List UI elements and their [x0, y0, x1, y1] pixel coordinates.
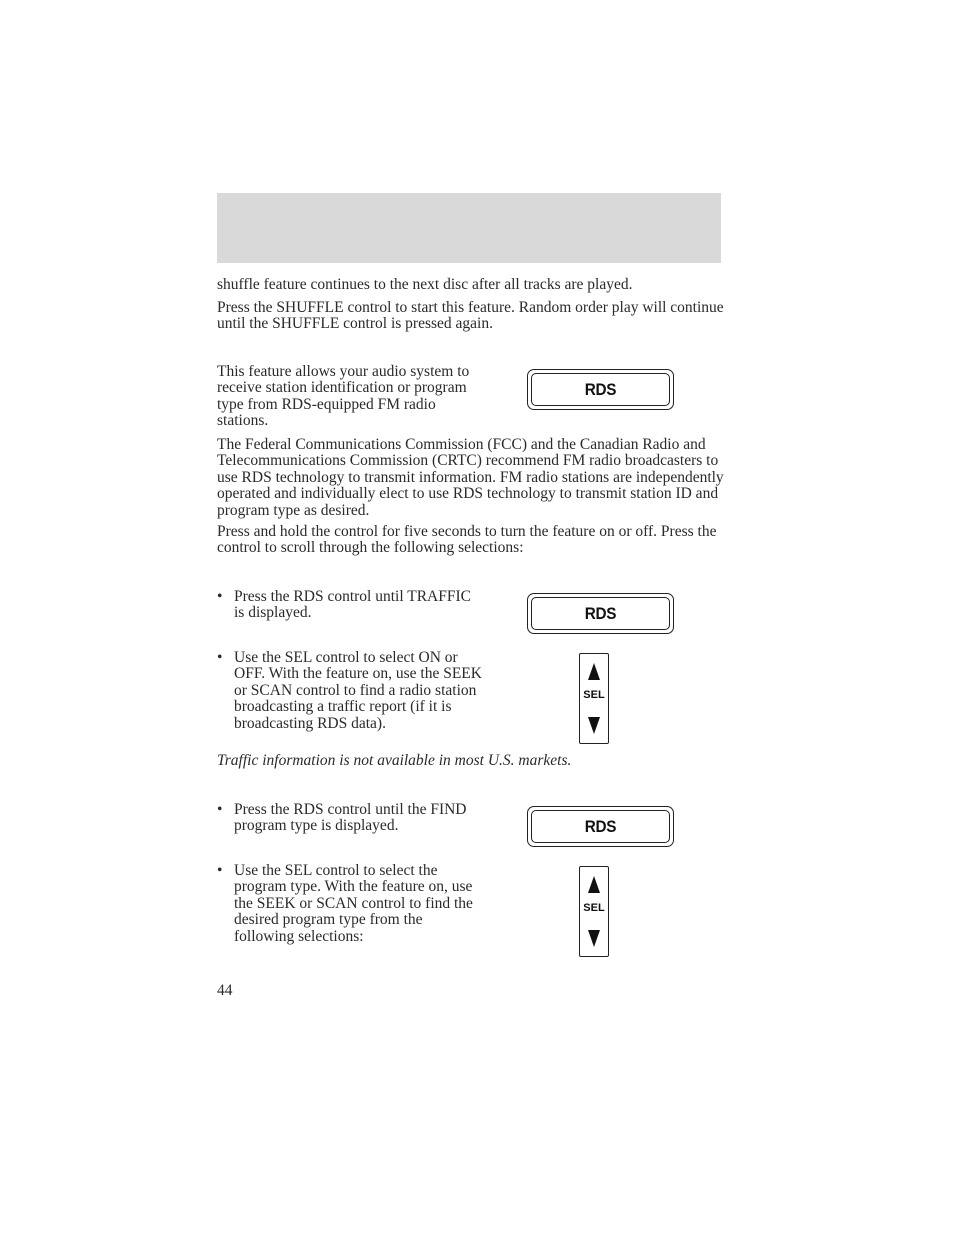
- rds-button-label: RDS: [584, 603, 617, 623]
- up-arrow-icon: [588, 663, 600, 680]
- bullet-text: Use the SEL control to select the program type. With the feature on, use the SEEK or SCAN control to find the desired program type from the following selections:: [234, 862, 473, 945]
- page-number: 44: [217, 982, 233, 999]
- bullet-dot: •: [217, 862, 223, 879]
- paragraph-press-hold: Press and hold the control for five seconds to turn the feature on or off. Press the control to scroll through the following selections:: [217, 523, 717, 557]
- bullet-dot: •: [217, 801, 223, 818]
- sel-control-illustration: [579, 653, 609, 744]
- down-arrow-icon: [588, 717, 600, 734]
- rds-button-illustration: [527, 806, 674, 847]
- sel-label: SEL: [583, 902, 605, 914]
- rds-button-label: RDS: [584, 379, 617, 399]
- paragraph-fcc-crtc: The Federal Communications Commission (FCC) and the Canadian Radio and Telecommunications Commission (CRTC) recommend FM radio broadcasters to use RDS technology to transmit information. FM radio stations are independently operated and individually elect to use RDS technology to transmit station ID and program type as desired.: [217, 436, 724, 519]
- down-arrow-icon: [588, 930, 600, 947]
- bullet-text: Press the RDS control until the FIND program type is displayed.: [234, 801, 467, 835]
- sel-label: SEL: [583, 689, 605, 701]
- paragraph-shuffle-press: Press the SHUFFLE control to start this feature. Random order play will continue until the SHUFFLE control is pressed again.: [217, 299, 724, 333]
- up-arrow-icon: [588, 876, 600, 893]
- paragraph-rds-intro: This feature allows your audio system to receive station identification or program type from RDS-equipped FM radio stations.: [217, 363, 470, 430]
- rds-button-label: RDS: [584, 816, 617, 836]
- bullet-dot: •: [217, 649, 223, 666]
- rds-button-illustration: [527, 593, 674, 634]
- bullet-text: Use the SEL control to select ON or OFF. With the feature on, use the SEEK or SCAN control to find a radio station broadcasting a traffic report (if it is broadcasting RDS data).: [234, 649, 482, 732]
- bullet-dot: •: [217, 588, 223, 605]
- traffic-note: Traffic information is not available in most U.S. markets.: [217, 752, 572, 769]
- paragraph-shuffle-continues: shuffle feature continues to the next disc after all tracks are played.: [217, 276, 633, 293]
- bullet-text: Press the RDS control until TRAFFIC is displayed.: [234, 588, 471, 622]
- header-band: [217, 193, 721, 263]
- sel-control-illustration: [579, 866, 609, 957]
- rds-button-illustration: [527, 369, 674, 410]
